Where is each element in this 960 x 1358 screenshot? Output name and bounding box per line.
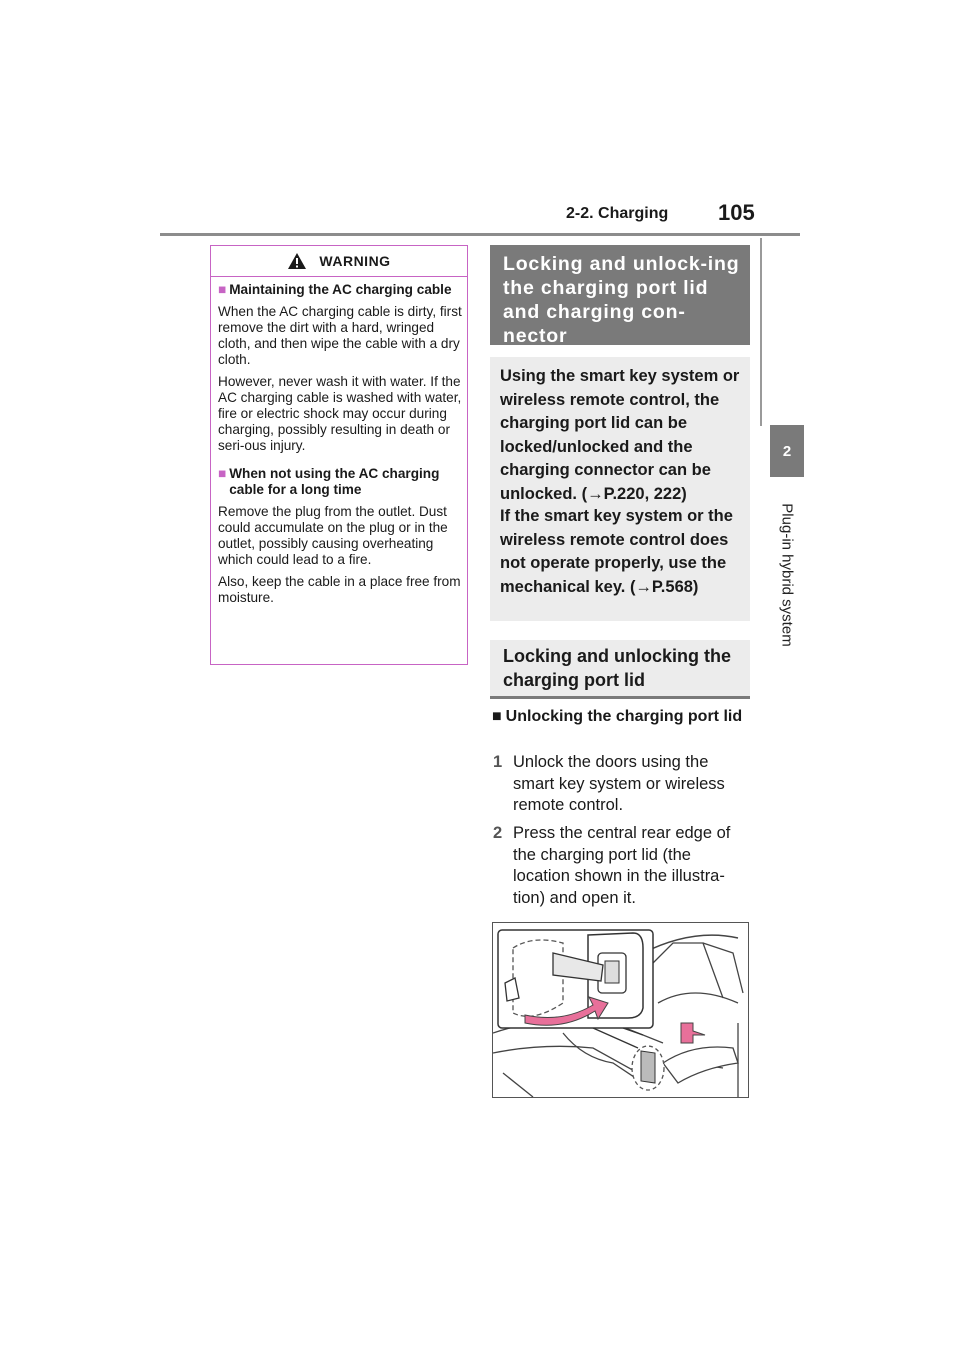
warning-triangle-icon: [287, 252, 307, 270]
warning-paragraph: When the AC charging cable is dirty, first remove the dirt with a hard, wringed cloth, and then wipe the cable with a dry cloth.: [218, 304, 462, 367]
section-title: 2-2. Charging: [566, 205, 669, 222]
warning-item-heading: [218, 282, 464, 298]
warning-item-heading: [218, 466, 464, 498]
charging-port-drawing: [493, 923, 748, 1097]
info-box: [490, 357, 750, 621]
warning-paragraph: Remove the plug from the outlet. Dust could accumulate on the plug or in the outlet, possibly causing overheating which could lead to a fire.: [218, 504, 448, 567]
info-paragraph: If the smart key system or the wireless remote control does not operate properly, use the mechanical key. (→P.568): [500, 507, 733, 596]
step-number: 1: [493, 753, 503, 771]
warning-paragraph: Also, keep the cable in a place free from moisture.: [218, 574, 461, 605]
square-bullet-icon: ■: [218, 466, 227, 481]
step-text: Unlock the doors using the smart key system or wireless remote control.: [513, 753, 725, 814]
charging-port-illustration: [492, 922, 749, 1098]
warning-paragraph: However, never wash it with water. If the AC charging cable is washed with water, fire or electric shock may occur during charging, possibly resulting in death or seri-ous injury.: [218, 374, 462, 453]
bullet-heading-text: Unlocking the charging port lid: [505, 708, 743, 725]
section-heading: [490, 245, 750, 345]
header-rule: [160, 233, 800, 236]
info-paragraph: Using the smart key system or wireless remote control, the charging port lid can be locked/unlocked and the charging connector can be unlocked. (→P.220, 222): [500, 367, 740, 503]
warning-title: WARNING: [319, 253, 391, 269]
page-number: 105: [718, 200, 755, 225]
warning-item-heading-text: Maintaining the AC charging cable: [229, 282, 452, 297]
subsection-heading-text: Locking and unlocking the charging port lid: [503, 646, 732, 690]
step-number: 2: [493, 824, 503, 842]
bullet-heading: [492, 706, 750, 727]
subsection-heading: [490, 640, 750, 699]
warning-body: [218, 280, 464, 606]
chapter-tab: 2: [770, 425, 804, 477]
step-item: [493, 752, 751, 817]
side-rule: [760, 238, 762, 426]
step-item: [493, 823, 751, 909]
warning-box: [210, 245, 468, 665]
chapter-label: [770, 490, 804, 660]
square-bullet-icon: ■: [218, 282, 227, 297]
square-bullet-icon: ■: [492, 708, 502, 725]
section-heading-text: Locking and unlock-ing the charging port lid and charging con-nector: [503, 253, 740, 347]
warning-header: [211, 246, 467, 277]
warning-item-heading-text: When not using the AC charging cable for a long time: [229, 466, 440, 497]
chapter-label-text: Plug-in hybrid system: [778, 503, 796, 647]
step-text: Press the central rear edge of the charging port lid (the location shown in the illustra-tion) and open it.: [513, 824, 731, 907]
